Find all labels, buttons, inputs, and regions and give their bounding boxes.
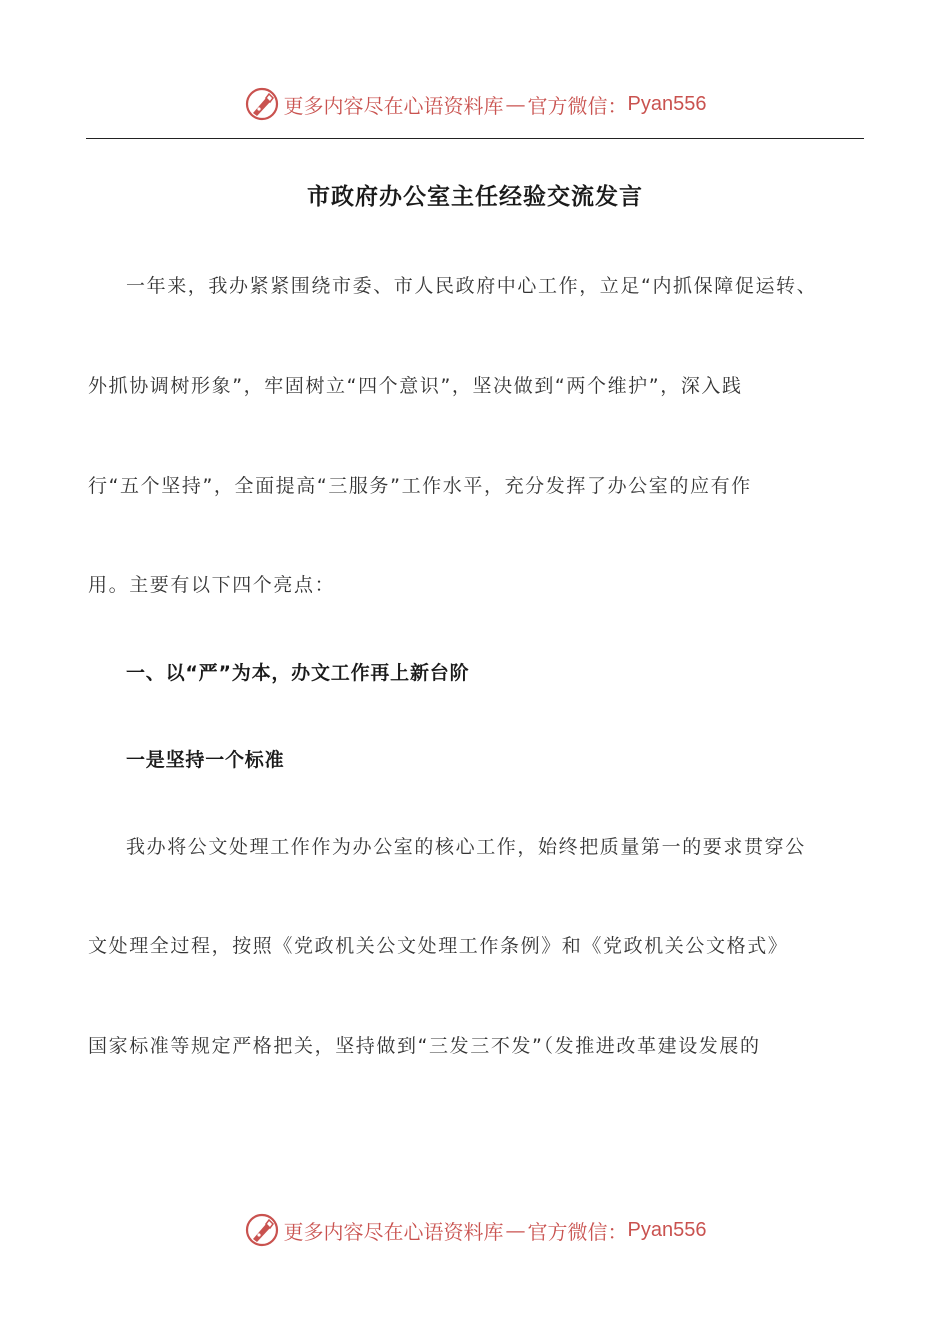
pen-nib-logo-icon xyxy=(244,86,280,122)
document-title: 市政府办公室主任经验交流发言 xyxy=(307,184,643,210)
watermark-main-text: 更多内容尽在心语资料库 xyxy=(283,93,504,118)
footer-watermark xyxy=(0,1210,950,1250)
section-heading-1: 一、以“严”为本，办文工作再上新台阶 xyxy=(126,662,470,684)
subsection-heading-1: 一是坚持一个标准 xyxy=(126,749,285,771)
watermark-dash: — xyxy=(505,92,526,116)
header-divider xyxy=(86,138,864,139)
body-line-3: 行“五个坚持”，全面提高“三服务”工作水平，充分发挥了办公室的应有作 xyxy=(88,475,752,497)
body-line-7: 国家标准等规定严格把关，坚持做到“三发三不发”（发推进改革建设发展的 xyxy=(88,1035,761,1057)
pen-nib-logo-icon xyxy=(244,1212,280,1248)
watermark-wechat-label: 官方微信： xyxy=(527,1219,628,1244)
header-watermark xyxy=(0,84,950,124)
body-line-4: 用。主要有以下四个亮点： xyxy=(88,574,336,596)
body-line-6: 文处理全过程，按照《党政机关公文处理工作条例》和《党政机关公文格式》 xyxy=(88,935,789,957)
body-line-1: 一年来，我办紧紧围绕市委、市人民政府中心工作，立足“内抓保障促运转、 xyxy=(126,275,818,297)
watermark-wechat-id: Pyan556 xyxy=(627,1218,707,1241)
watermark-wechat-label: 官方微信： xyxy=(527,93,628,118)
watermark-wechat-id: Pyan556 xyxy=(627,92,707,115)
body-line-5: 我办将公文处理工作作为办公室的核心工作，始终把质量第一的要求贯穿公 xyxy=(126,836,806,858)
watermark-dash: — xyxy=(505,1218,526,1242)
watermark-main-text: 更多内容尽在心语资料库 xyxy=(283,1219,504,1244)
body-line-2: 外抓协调树形象”，牢固树立“四个意识”，坚决做到“两个维护”，深入践 xyxy=(88,375,743,397)
